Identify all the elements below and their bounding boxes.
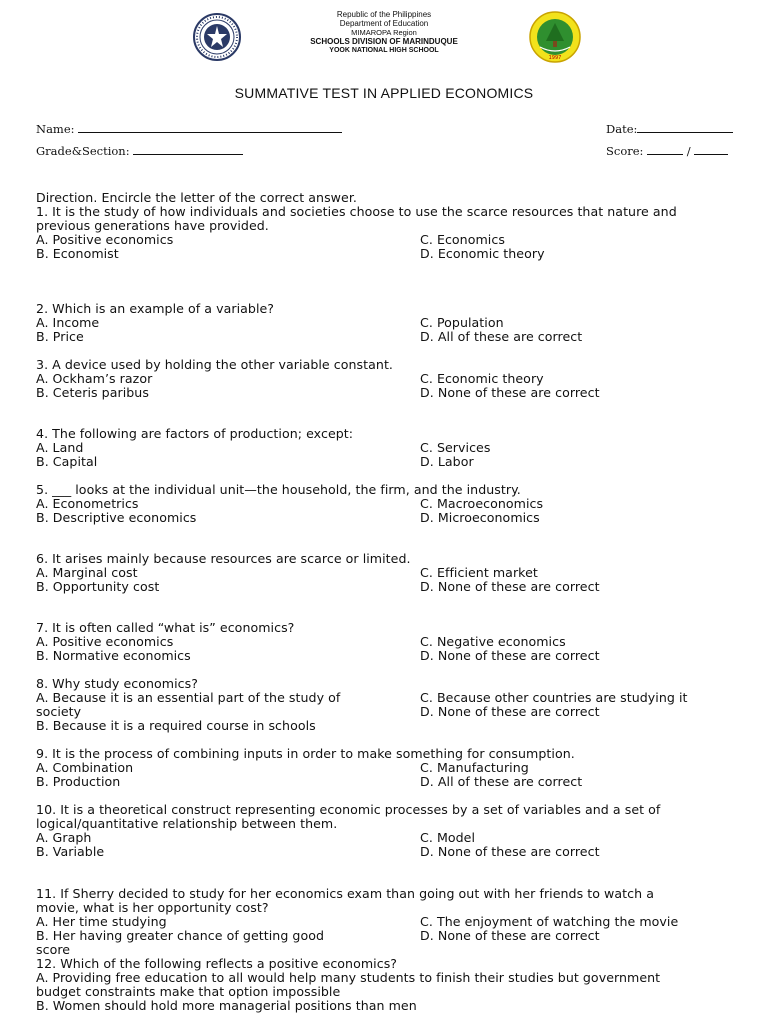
name-blank[interactable] — [78, 122, 342, 133]
date-label: Date: — [606, 122, 638, 136]
q11-choice-b-line1: B. Her having greater chance of getting good — [36, 928, 325, 943]
question-6-stem: 6. It arises mainly because resources are scarce or limited. — [36, 551, 411, 566]
grade-section-label: Grade&Section: — [36, 144, 130, 158]
question-7-stem: 7. It is often called “what is” economics? — [36, 620, 295, 635]
q9-choice-c: C. Manufacturing — [420, 760, 529, 775]
question-10-line1: 10. It is a theoretical construct representing economic processes by a set of variables and a set of — [36, 802, 661, 817]
q1-choice-b: B. Economist — [36, 246, 119, 261]
grade-section-blank[interactable] — [133, 144, 243, 155]
question-1-line1: 1. It is the study of how individuals and societies choose to use the scarce resources that nature and — [36, 204, 677, 219]
q6-choice-d: D. None of these are correct — [420, 579, 600, 594]
q8-choice-c: C. Because other countries are studying it — [420, 690, 688, 705]
q8-choice-d: D. None of these are correct — [420, 704, 600, 719]
name-field[interactable] — [36, 122, 342, 136]
q7-choice-a: A. Positive economics — [36, 634, 174, 649]
q5-choice-d: D. Microeconomics — [420, 510, 540, 525]
q8-choice-a-line2: society — [36, 704, 82, 719]
q4-choice-d: D. Labor — [420, 454, 474, 469]
q1-choice-c: C. Economics — [420, 232, 505, 247]
school-seal-text — [524, 3, 586, 7]
question-4-stem: 4. The following are factors of production; except: — [36, 426, 354, 441]
q4-choice-a: A. Land — [36, 440, 84, 455]
question-11-line2: movie, what is her opportunity cost? — [36, 900, 269, 915]
q3-choice-a: A. Ockham’s razor — [36, 371, 153, 386]
q4-choice-b: B. Capital — [36, 454, 98, 469]
grade-section-field[interactable] — [36, 144, 243, 158]
q9-choice-d: D. All of these are correct — [420, 774, 583, 789]
header-line-department: Department of Education — [339, 19, 429, 28]
question-5-stem: 5. ___ looks at the individual unit—the household, the firm, and the industry. — [36, 482, 521, 497]
q2-choice-a: A. Income — [36, 315, 100, 330]
q10-choice-d: D. None of these are correct — [420, 844, 600, 859]
question-2-stem: 2. Which is an example of a variable? — [36, 301, 275, 316]
header-line-division: SCHOOLS DIVISION OF MARINDUQUE — [310, 37, 458, 46]
date-blank[interactable] — [637, 122, 733, 133]
q10-choice-c: C. Model — [420, 830, 476, 845]
direction-text: Direction. Encircle the letter of the correct answer. — [36, 190, 357, 205]
score-label: Score: — [606, 144, 644, 158]
question-8-stem: 8. Why study economics? — [36, 676, 198, 691]
q5-choice-b: B. Descriptive economics — [36, 510, 197, 525]
score-field[interactable] — [606, 144, 728, 158]
score-total-blank[interactable] — [694, 144, 728, 155]
q8-choice-b: B. Because it is a required course in schools — [36, 718, 316, 733]
date-field[interactable] — [606, 122, 733, 136]
q10-choice-b: B. Variable — [36, 844, 105, 859]
q11-choice-d: D. None of these are correct — [420, 928, 600, 943]
question-11-line1: 11. If Sherry decided to study for her economics exam than going out with her friends to watch a — [36, 886, 654, 901]
header-line-republic: Republic of the Philippines — [336, 10, 432, 19]
q4-choice-c: C. Services — [420, 440, 491, 455]
q2-choice-b: B. Price — [36, 329, 84, 344]
q9-choice-b: B. Production — [36, 774, 121, 789]
q1-choice-a: A. Positive economics — [36, 232, 174, 247]
name-label: Name: — [36, 122, 75, 136]
q11-choice-b-line2: score — [36, 942, 71, 957]
question-10-line2: logical/quantitative relationship between them. — [36, 816, 338, 831]
q12-choice-a-line2: budget constraints make that option impossible — [36, 984, 341, 999]
q12-choice-b: B. Women should hold more managerial positions than men — [36, 998, 417, 1013]
q11-choice-a: A. Her time studying — [36, 914, 167, 929]
q3-choice-d: D. None of these are correct — [420, 385, 600, 400]
page-title: SUMMATIVE TEST IN APPLIED ECONOMICS — [234, 85, 534, 101]
q12-choice-a-line1: A. Providing free education to all would help many students to finish their studies but government — [36, 970, 661, 985]
school-seal-year: 1997 — [548, 55, 562, 61]
q7-choice-d: D. None of these are correct — [420, 648, 600, 663]
q1-choice-d: D. Economic theory — [420, 246, 545, 261]
score-separator: / — [686, 144, 691, 158]
header-line-region: MIMAROPA Region — [351, 28, 417, 37]
question-12-stem: 12. Which of the following reflects a positive economics? — [36, 956, 398, 971]
q6-choice-b: B. Opportunity cost — [36, 579, 160, 594]
q5-choice-a: A. Econometrics — [36, 496, 139, 511]
letterhead — [0, 10, 768, 55]
q2-choice-c: C. Population — [420, 315, 504, 330]
q2-choice-d: D. All of these are correct — [420, 329, 583, 344]
q6-choice-a: A. Marginal cost — [36, 565, 138, 580]
q6-choice-c: C. Efficient market — [420, 565, 538, 580]
question-9-stem: 9. It is the process of combining inputs in order to make something for consumption. — [36, 746, 575, 761]
q9-choice-a: A. Combination — [36, 760, 134, 775]
q5-choice-c: C. Macroeconomics — [420, 496, 544, 511]
q7-choice-c: C. Negative economics — [420, 634, 566, 649]
question-1-line2: previous generations have provided. — [36, 218, 269, 233]
q7-choice-b: B. Normative economics — [36, 648, 191, 663]
question-3-stem: 3. A device used by holding the other variable constant. — [36, 357, 393, 372]
q3-choice-b: B. Ceteris paribus — [36, 385, 149, 400]
q3-choice-c: C. Economic theory — [420, 371, 544, 386]
q11-choice-c: C. The enjoyment of watching the movie — [420, 914, 679, 929]
header-line-school: YOOK NATIONAL HIGH SCHOOL — [329, 47, 439, 54]
q8-choice-a-line1: A. Because it is an essential part of the study of — [36, 690, 341, 705]
q10-choice-a: A. Graph — [36, 830, 92, 845]
score-blank[interactable] — [647, 144, 683, 155]
